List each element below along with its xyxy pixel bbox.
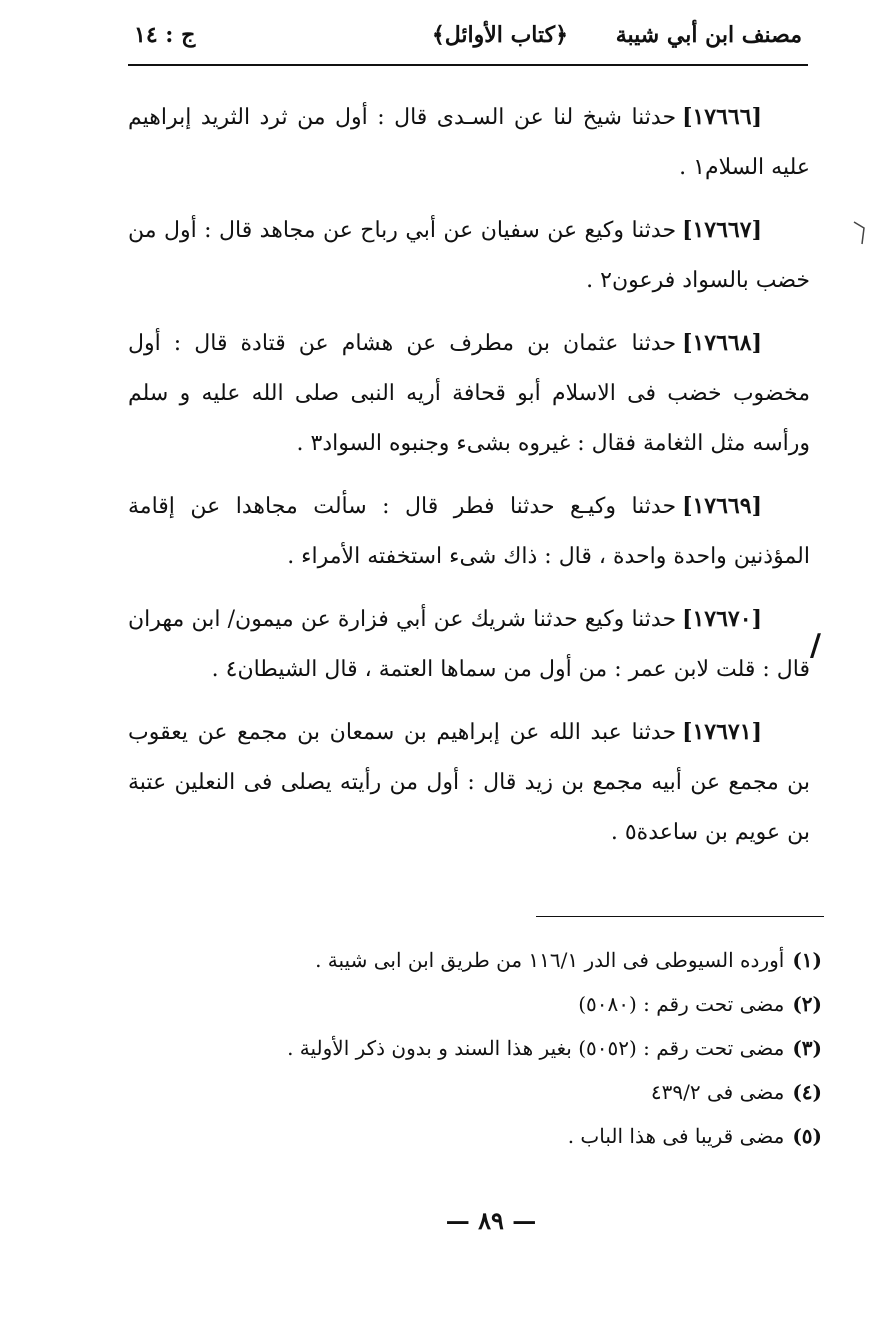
hadith-17666 (128, 92, 810, 193)
footnote-rule (536, 916, 824, 917)
hadith-17671 (128, 707, 810, 858)
footnote-number: (٢) (792, 992, 822, 1016)
footnote-text: مضى فى ٤٣٩/٢ (650, 1080, 785, 1104)
hadith-text: حدثنا عثمان بن مطرف عن هشام عن قتادة قال : أول مخضوب خضب فى الاسلام أبو قحافة أريه النبى صلى الله عليه و سلم ورأسه مثل الثغامة فقال : غيروه بشىء وجنبوه السواد٣ . (128, 331, 810, 456)
footnote-number: (٥) (792, 1124, 822, 1148)
hadith-text: حدثنا وكيع عن سفيان عن أبي رباح عن مجاهد قال : أول من خضب بالسواد فرعون٢ . (128, 218, 810, 293)
hadith-text: حدثنا وكيع حدثنا شريك عن أبي فزارة عن ميمون/ ابن مهران قال : قلت لابن عمر : من أول من سماها العتمة ، قال الشيطان٤ . (128, 607, 810, 682)
hadith-number: [١٧٦٧٠] (682, 606, 762, 632)
footnote-text: مضى تحت رقم : (٥٠٥٢) بغير هذا السند و بدون ذكر الأولية . (287, 1036, 785, 1060)
hadith-number: [١٧٦٧١] (682, 719, 762, 745)
margin-page-break-mark: / (810, 628, 821, 663)
hadith-17669 (128, 481, 810, 582)
footnote-number: (٤) (792, 1080, 822, 1104)
footnote (150, 1026, 822, 1070)
footnote-text: مضى قريبا فى هذا الباب . (567, 1124, 785, 1148)
footnote-text: أورده السيوطى فى الدر ١١٦/١ من طريق ابن ابى شيبة . (315, 948, 785, 972)
header-rule (128, 64, 808, 66)
chapter-title: ﴿كتاب الأوائل﴾ (431, 22, 568, 48)
scan-edge-mark (852, 218, 866, 246)
volume-label: ج : ١٤ (134, 22, 196, 48)
hadith-number: [١٧٦٦٦] (682, 104, 762, 130)
page-number: — ٨٩ — (445, 1206, 537, 1235)
footnote-text: مضى تحت رقم : (٥٠٨٠) (578, 992, 785, 1016)
footnote (150, 982, 822, 1026)
running-header (128, 18, 808, 64)
hadith-text: حدثنا شيخ لنا عن السـدى قال : أول من ثرد الثريد إبراهيم عليه السلام١ . (128, 105, 810, 180)
book-title: مصنف ابن أبي شيبة (615, 22, 802, 48)
hadith-17670 (128, 594, 810, 695)
hadith-number: [١٧٦٦٧] (682, 217, 762, 243)
footnotes (150, 938, 822, 1158)
hadith-list (128, 92, 810, 870)
footnote-number: (٣) (792, 1036, 822, 1060)
footnote (150, 938, 822, 982)
footnote (150, 1070, 822, 1114)
hadith-text: حدثنا عبد الله عن إبراهيم بن سمعان بن مجمع عن يعقوب بن مجمع عن أبيه مجمع بن زيد قال : أول من رأيته يصلى فى النعلين عتبة بن عويم بن ساعدة٥ . (128, 720, 810, 845)
footnote (150, 1114, 822, 1158)
footnote-number: (١) (792, 948, 822, 972)
hadith-number: [١٧٦٦٩] (682, 493, 762, 519)
hadith-17668 (128, 318, 810, 469)
hadith-number: [١٧٦٦٨] (682, 330, 762, 356)
hadith-text: حدثنا وكيـع حدثنا فطر قال : سألت مجاهدا عن إقامة المؤذنين واحدة واحدة ، قال : ذاك شىء استخفته الأمراء . (128, 494, 810, 569)
hadith-17667 (128, 205, 810, 306)
